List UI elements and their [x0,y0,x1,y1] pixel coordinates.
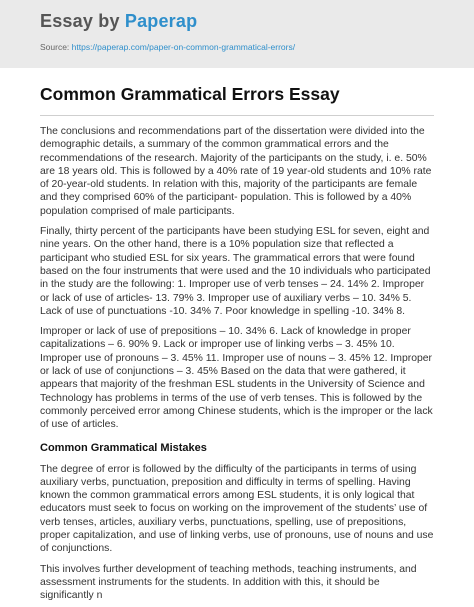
essay-title: Common Grammatical Errors Essay [40,84,340,104]
site-header [0,0,474,68]
essay-paragraph: The conclusions and recommendations part of the dissertation were divided into the demographic details, a summary of the common grammatical errors and the recommendations of the research. Majority of the participants on the study, i. e. 50% are 18 years old. This is followed by a 40% rate of 19 year-old students and 10% rate of 20-year-old students. In relation with this, majority of the participants are female and they comprised 60% of the participant- population. This is followed by a 40% population comprised of male participants. [40,126,432,217]
essay-content [0,68,474,603]
essay-paragraph: Finally, thirty percent of the participants have been studying ESL for seven, eight and nine years. On the other hand, there is a 10% population size that reflected a participant who studied ESL for six years. The grammatical errors that were found based on the four instruments that were used and the 10 individuals who participated in the study are the following: 1. Improper use of verb tenses – 24. 14% 2. Improper or lack of use of articles- 13. 79% 3. Improper use of auxiliary verbs – 10. 34% 5. Lack of use of punctuations -10. 34% 7. Poor knowledge in spelling -10. 34% 8. [40,226,431,317]
essay-paragraph: The degree of error is followed by the difficulty of the participants in terms of using auxiliary verbs, punctuation, preposition and difficulty in terms of spelling. Having known the common grammatical errors among ESL students, it is only logical that educators must seek to focus on working on the improvement of the students’ use of verb tenses, articles, auxiliary verbs, punctuations, spelling, use of prepositions, proper capitalization, and use of linking verbs, use of pronouns, use of nouns and use of conjunctions. [40,463,434,555]
section-heading: Common Grammatical Mistakes [40,441,207,454]
essay-paragraph: Improper or lack of use of prepositions – 10. 34% 6. Lack of knowledge in proper capitalizations – 6. 90% 9. Lack or improper use of linking verbs – 3. 45% 10. Improper use of pronouns – 3. 45% 11. Improper use of nouns – 3. 45% 12. Improper or lack of use of conjunctions – 3. 45% Based on the data that were gathered, it appears that majority of the freshman ESL students in the University of Science and Technology has problems in terms of the use of verb tenses. This is followed by the commonly perceived error among Chinese students, which is the improper or the lack of use of articles. [40,326,433,431]
brand-prefix: Essay by [40,11,125,31]
brand-name: Paperap [124,11,198,31]
source-line [40,42,295,52]
source-link[interactable]: https://paperap.com/paper-on-common-grammatical-errors/ [71,42,296,52]
essay-paragraph: This involves further development of teaching methods, teaching instruments, and assessment instruments for the students. In addition with this, it should be significantly n [40,563,417,602]
source-label: Source: [40,42,72,52]
brand-logo[interactable] [40,11,197,32]
title-divider [40,115,434,116]
